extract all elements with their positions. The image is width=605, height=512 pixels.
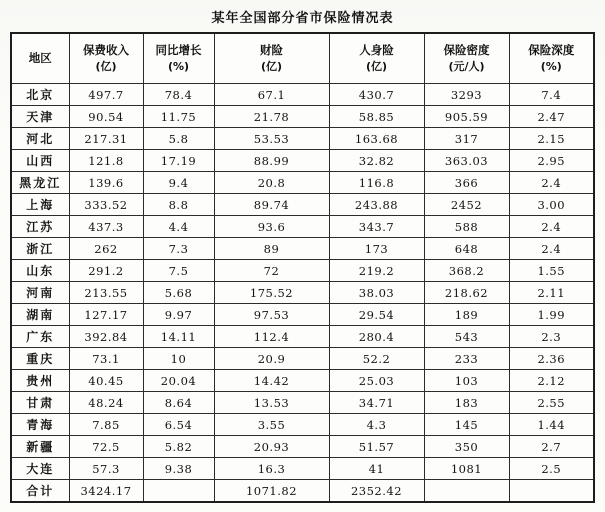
column-header-label: 地区 <box>28 50 52 65</box>
region-cell: 甘肃 <box>11 392 69 414</box>
value-cell: 7.85 <box>69 414 143 436</box>
value-cell: 3424.17 <box>69 480 143 503</box>
header-row <box>11 33 594 84</box>
column-header-unit: (亿) <box>260 59 283 73</box>
value-cell: 8.8 <box>143 194 214 216</box>
value-cell: 29.54 <box>329 304 424 326</box>
value-cell: 32.82 <box>329 150 424 172</box>
column-header-3 <box>214 33 329 84</box>
value-cell: 368.2 <box>424 260 509 282</box>
value-cell: 280.4 <box>329 326 424 348</box>
table-body <box>11 84 594 503</box>
value-cell: 72.5 <box>69 436 143 458</box>
table-row <box>11 238 594 260</box>
value-cell: 343.7 <box>329 216 424 238</box>
value-cell: 89 <box>214 238 329 260</box>
value-cell: 2352.42 <box>329 480 424 503</box>
value-cell: 9.4 <box>143 172 214 194</box>
table-row <box>11 436 594 458</box>
value-cell: 333.52 <box>69 194 143 216</box>
value-cell: 2.3 <box>509 326 594 348</box>
table-row <box>11 194 594 216</box>
column-header-4 <box>329 33 424 84</box>
region-cell: 山西 <box>11 150 69 172</box>
value-cell: 1.55 <box>509 260 594 282</box>
column-header-label: 财险 <box>260 42 283 57</box>
value-cell: 7.5 <box>143 260 214 282</box>
value-cell: 2.4 <box>509 238 594 260</box>
value-cell: 10 <box>143 348 214 370</box>
column-header-unit: (%) <box>167 59 190 73</box>
value-cell: 437.3 <box>69 216 143 238</box>
value-cell: 90.54 <box>69 106 143 128</box>
table-row <box>11 106 594 128</box>
value-cell <box>424 480 509 503</box>
value-cell: 2.95 <box>509 150 594 172</box>
region-cell: 重庆 <box>11 348 69 370</box>
value-cell: 14.11 <box>143 326 214 348</box>
column-header-unit: (%) <box>540 59 562 73</box>
table-row <box>11 216 594 238</box>
value-cell: 121.8 <box>69 150 143 172</box>
value-cell <box>509 480 594 503</box>
region-cell: 北京 <box>11 84 69 106</box>
value-cell: 363.03 <box>424 150 509 172</box>
value-cell: 78.4 <box>143 84 214 106</box>
value-cell: 38.03 <box>329 282 424 304</box>
value-cell: 219.2 <box>329 260 424 282</box>
value-cell: 41 <box>329 458 424 480</box>
value-cell: 291.2 <box>69 260 143 282</box>
value-cell: 7.3 <box>143 238 214 260</box>
value-cell: 139.6 <box>69 172 143 194</box>
region-cell: 山东 <box>11 260 69 282</box>
value-cell: 1071.82 <box>214 480 329 503</box>
value-cell: 2.5 <box>509 458 594 480</box>
value-cell: 2.11 <box>509 282 594 304</box>
value-cell: 2.47 <box>509 106 594 128</box>
column-header-unit: (元/人) <box>448 59 485 73</box>
value-cell: 5.82 <box>143 436 214 458</box>
value-cell: 112.4 <box>214 326 329 348</box>
column-header-label: 保险密度 <box>443 42 490 57</box>
value-cell: 73.1 <box>69 348 143 370</box>
table-row <box>11 150 594 172</box>
value-cell: 20.8 <box>214 172 329 194</box>
value-cell: 243.88 <box>329 194 424 216</box>
value-cell: 233 <box>424 348 509 370</box>
value-cell: 97.53 <box>214 304 329 326</box>
value-cell: 2.4 <box>509 216 594 238</box>
value-cell: 53.53 <box>214 128 329 150</box>
value-cell: 48.24 <box>69 392 143 414</box>
region-cell: 新疆 <box>11 436 69 458</box>
value-cell: 20.9 <box>214 348 329 370</box>
value-cell: 5.8 <box>143 128 214 150</box>
value-cell: 2.55 <box>509 392 594 414</box>
value-cell: 175.52 <box>214 282 329 304</box>
value-cell: 183 <box>424 392 509 414</box>
value-cell: 213.55 <box>69 282 143 304</box>
value-cell: 13.53 <box>214 392 329 414</box>
value-cell: 1081 <box>424 458 509 480</box>
region-cell: 青海 <box>11 414 69 436</box>
value-cell: 72 <box>214 260 329 282</box>
table-title: 某年全国部分省市保险情况表 <box>211 11 394 26</box>
value-cell: 25.03 <box>329 370 424 392</box>
value-cell: 543 <box>424 326 509 348</box>
region-cell: 天津 <box>11 106 69 128</box>
value-cell: 145 <box>424 414 509 436</box>
value-cell: 20.93 <box>214 436 329 458</box>
value-cell: 1.99 <box>509 304 594 326</box>
column-header-5 <box>424 33 509 84</box>
region-cell: 江苏 <box>11 216 69 238</box>
value-cell: 52.2 <box>329 348 424 370</box>
value-cell: 218.62 <box>424 282 509 304</box>
value-cell: 9.38 <box>143 458 214 480</box>
value-cell: 4.4 <box>143 216 214 238</box>
value-cell: 93.6 <box>214 216 329 238</box>
table-row <box>11 414 594 436</box>
value-cell: 21.78 <box>214 106 329 128</box>
value-cell: 189 <box>424 304 509 326</box>
table-row <box>11 84 594 106</box>
region-cell: 黑龙江 <box>11 172 69 194</box>
value-cell: 116.8 <box>329 172 424 194</box>
table-row <box>11 304 594 326</box>
table-row <box>11 348 594 370</box>
column-header-label: 保险深度 <box>528 42 575 57</box>
table-row <box>11 370 594 392</box>
value-cell: 173 <box>329 238 424 260</box>
region-cell: 上海 <box>11 194 69 216</box>
value-cell: 350 <box>424 436 509 458</box>
value-cell: 51.57 <box>329 436 424 458</box>
table-row <box>11 260 594 282</box>
value-cell: 2.7 <box>509 436 594 458</box>
value-cell: 2.15 <box>509 128 594 150</box>
value-cell: 4.3 <box>329 414 424 436</box>
value-cell: 16.3 <box>214 458 329 480</box>
value-cell: 2452 <box>424 194 509 216</box>
value-cell: 3293 <box>424 84 509 106</box>
value-cell: 7.4 <box>509 84 594 106</box>
value-cell: 366 <box>424 172 509 194</box>
value-cell: 262 <box>69 238 143 260</box>
value-cell: 11.75 <box>143 106 214 128</box>
value-cell: 2.36 <box>509 348 594 370</box>
table-row <box>11 128 594 150</box>
region-cell: 河南 <box>11 282 69 304</box>
table-row <box>11 458 594 480</box>
column-header-label: 保费收入 <box>83 42 129 57</box>
table-row <box>11 282 594 304</box>
value-cell: 57.3 <box>69 458 143 480</box>
value-cell: 8.64 <box>143 392 214 414</box>
table-row <box>11 172 594 194</box>
value-cell: 430.7 <box>329 84 424 106</box>
value-cell: 648 <box>424 238 509 260</box>
value-cell: 88.99 <box>214 150 329 172</box>
region-cell: 大连 <box>11 458 69 480</box>
value-cell: 9.97 <box>143 304 214 326</box>
column-header-2 <box>143 33 214 84</box>
value-cell: 34.71 <box>329 392 424 414</box>
region-cell: 广东 <box>11 326 69 348</box>
column-header-6 <box>509 33 594 84</box>
value-cell: 588 <box>424 216 509 238</box>
region-cell: 合计 <box>11 480 69 503</box>
value-cell <box>143 480 214 503</box>
value-cell: 905.59 <box>424 106 509 128</box>
value-cell: 2.4 <box>509 172 594 194</box>
value-cell: 40.45 <box>69 370 143 392</box>
region-cell: 河北 <box>11 128 69 150</box>
table-row <box>11 392 594 414</box>
table-row <box>11 480 594 503</box>
column-header-1 <box>69 33 143 84</box>
value-cell: 392.84 <box>69 326 143 348</box>
column-header-unit: (亿) <box>95 59 117 73</box>
value-cell: 89.74 <box>214 194 329 216</box>
value-cell: 5.68 <box>143 282 214 304</box>
region-cell: 湖南 <box>11 304 69 326</box>
value-cell: 127.17 <box>69 304 143 326</box>
value-cell: 497.7 <box>69 84 143 106</box>
insurance-table <box>10 32 595 503</box>
value-cell: 317 <box>424 128 509 150</box>
value-cell: 3.55 <box>214 414 329 436</box>
value-cell: 163.68 <box>329 128 424 150</box>
region-cell: 贵州 <box>11 370 69 392</box>
value-cell: 14.42 <box>214 370 329 392</box>
value-cell: 217.31 <box>69 128 143 150</box>
column-header-label: 同比增长 <box>155 42 202 57</box>
column-header-label: 人身险 <box>359 42 394 57</box>
region-cell: 浙江 <box>11 238 69 260</box>
value-cell: 6.54 <box>143 414 214 436</box>
value-cell: 3.00 <box>509 194 594 216</box>
value-cell: 17.19 <box>143 150 214 172</box>
value-cell: 1.44 <box>509 414 594 436</box>
value-cell: 2.12 <box>509 370 594 392</box>
column-header-0 <box>11 33 69 84</box>
value-cell: 67.1 <box>214 84 329 106</box>
table-header <box>11 33 594 84</box>
table-row <box>11 326 594 348</box>
value-cell: 103 <box>424 370 509 392</box>
value-cell: 20.04 <box>143 370 214 392</box>
column-header-unit: (亿) <box>365 59 388 73</box>
value-cell: 58.85 <box>329 106 424 128</box>
